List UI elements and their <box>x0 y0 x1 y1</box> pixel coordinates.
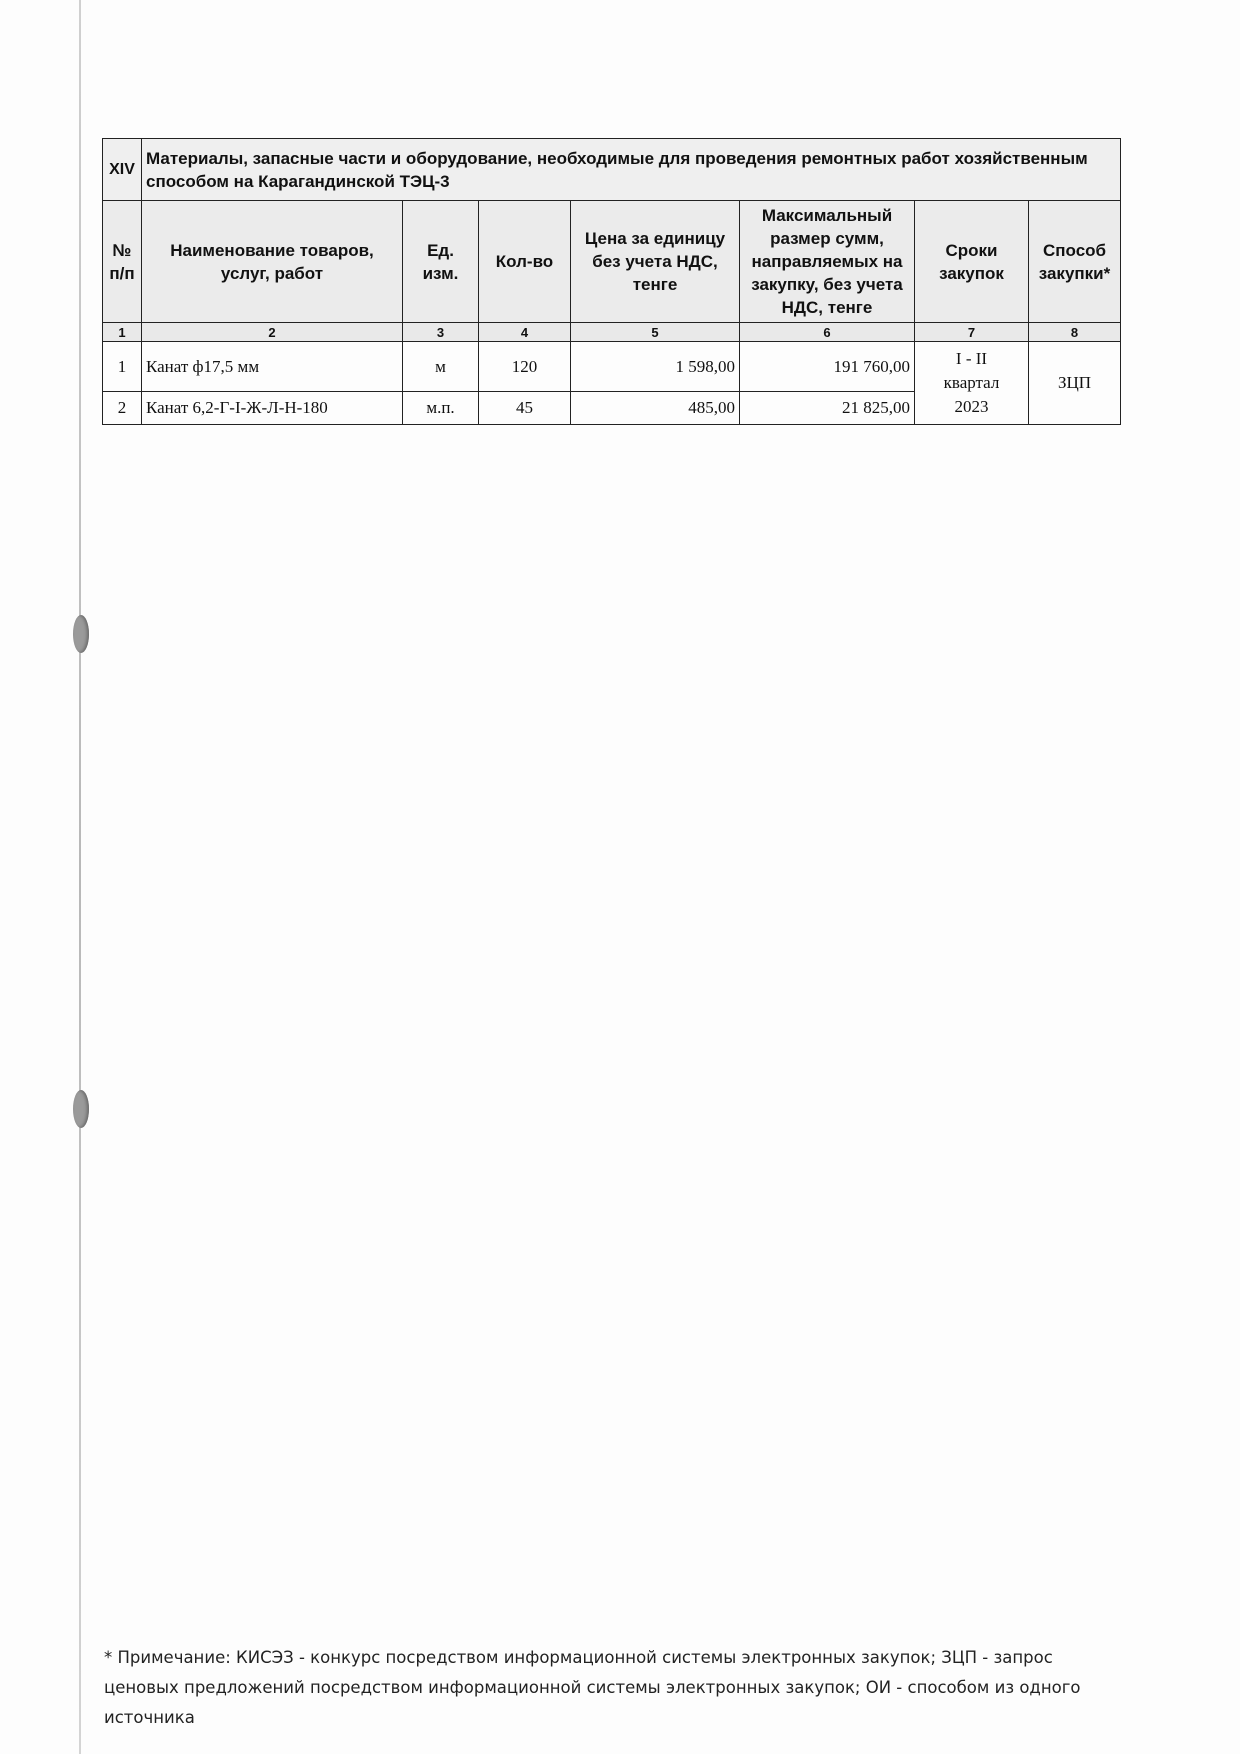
header-method: Способ закупки* <box>1029 201 1121 323</box>
section-row <box>103 139 1121 201</box>
row-name: Канат ф17,5 мм <box>142 342 403 392</box>
period-line: 2023 <box>954 397 989 416</box>
row-num: 2 <box>103 392 142 425</box>
section-number: XIV <box>103 139 142 201</box>
row-price: 485,00 <box>571 392 740 425</box>
column-number-row <box>103 323 1121 342</box>
column-number: 8 <box>1029 323 1121 342</box>
footnote: * Примечание: КИСЭЗ - конкурс посредством информационной системы электронных закупок; ЗЦП - запрос ценовых предложений посредством информационной системы электронных закупок; ОИ - способом из одного источника <box>104 1648 1081 1727</box>
row-num: 1 <box>103 342 142 392</box>
header-row <box>103 201 1121 323</box>
row-sum: 21 825,00 <box>740 392 915 425</box>
column-number: 3 <box>403 323 479 342</box>
header-unit: Ед. изм. <box>403 201 479 323</box>
column-number: 7 <box>915 323 1029 342</box>
row-name: Канат 6,2-Г-I-Ж-Л-Н-180 <box>142 392 403 425</box>
header-terms: Сроки закупок <box>915 201 1029 323</box>
procurement-period <box>915 342 1029 425</box>
header-num: № п/п <box>103 201 142 323</box>
column-number: 1 <box>103 323 142 342</box>
row-qty: 120 <box>479 342 571 392</box>
row-sum: 191 760,00 <box>740 342 915 392</box>
column-number: 5 <box>571 323 740 342</box>
procurement-table <box>102 138 1121 425</box>
header-qty: Кол-во <box>479 201 571 323</box>
section-title: Материалы, запасные части и оборудование, необходимые для проведения ремонтных работ хозяйственным способом на Карагандинской ТЭЦ-3 <box>142 139 1121 201</box>
procurement-method: ЗЦП <box>1029 342 1121 425</box>
row-unit: м.п. <box>403 392 479 425</box>
row-price: 1 598,00 <box>571 342 740 392</box>
binding-line <box>79 0 81 1754</box>
punch-hole <box>73 615 89 653</box>
header-name: Наименование товаров, услуг, работ <box>142 201 403 323</box>
column-number: 4 <box>479 323 571 342</box>
punch-hole <box>73 1090 89 1128</box>
column-number: 2 <box>142 323 403 342</box>
row-qty: 45 <box>479 392 571 425</box>
row-unit: м <box>403 342 479 392</box>
period-line: I - II <box>955 349 988 368</box>
header-max-sum: Максимальный размер сумм, направляемых на закупку, без учета НДС, тенге <box>740 201 915 323</box>
column-number: 6 <box>740 323 915 342</box>
period-line: квартал <box>943 373 1000 392</box>
table-row <box>103 342 1121 392</box>
header-price: Цена за единицу без учета НДС, тенге <box>571 201 740 323</box>
